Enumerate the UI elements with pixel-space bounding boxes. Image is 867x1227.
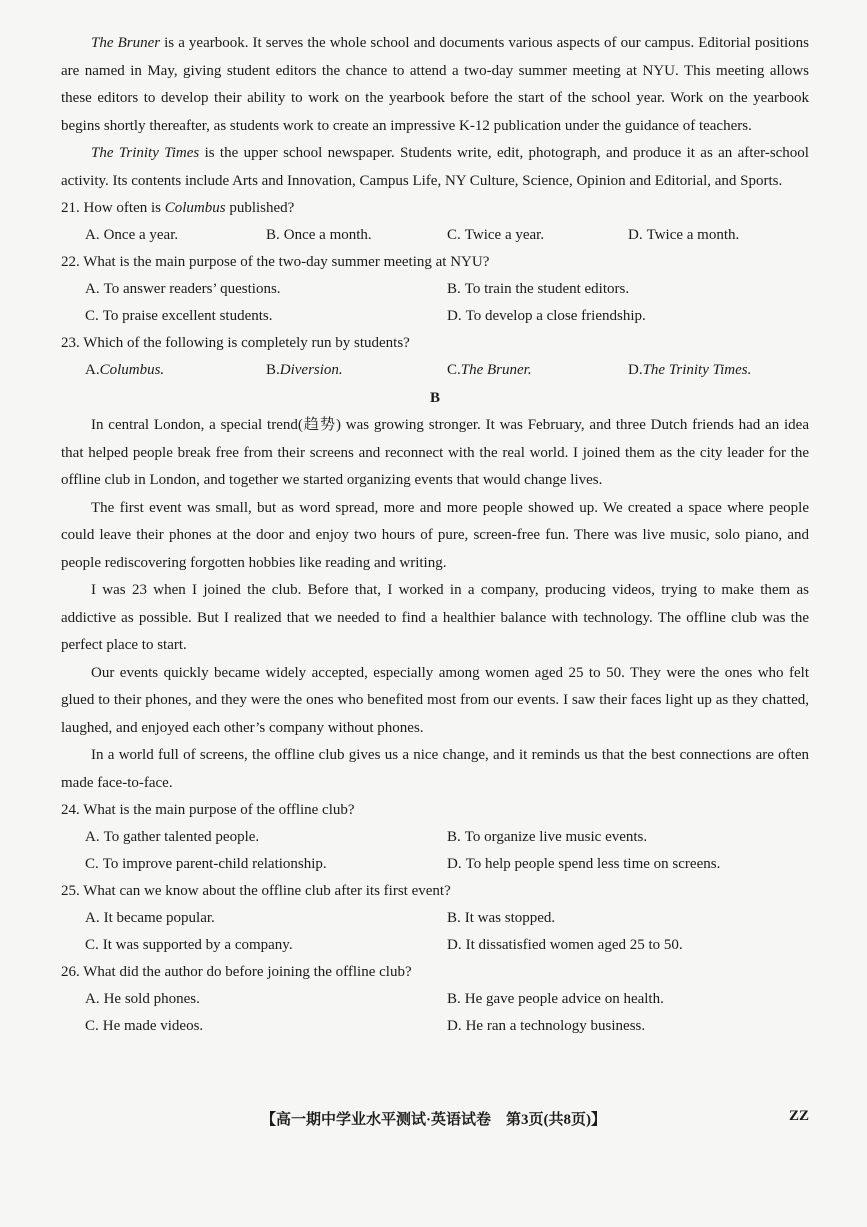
option-d[interactable]: D. It dissatisfied women aged 25 to 50. — [447, 937, 683, 953]
option-d[interactable]: D.The Trinity Times. — [628, 362, 752, 378]
passage-b-paragraph-4: Our events quickly became widely accepted, especially among women aged 25 to 50. They were the ones who felt glued to their phones, and they were the ones who benefited most from our events. I saw their faces light up as they chatted, laughed, and enjoyed each other’s company without phones. — [61, 664, 809, 736]
option-a[interactable]: A. To gather talented people. — [85, 829, 260, 845]
question-23: 23. Which of the following is completely run by students? — [61, 335, 410, 351]
question-25-options-row-2 — [61, 932, 809, 959]
passage-a-paragraph-1: The Bruner is a yearbook. It serves the whole school and documents various aspects of our campus. Editorial positions are named in May, giving student editors the chance to attend a two-day summer meeting at NYU. This meeting allows these editors to develop their ability to work on the yearbook before the start of the school year. Work on the yearbook begins shortly thereafter, as students work to create an impressive K-12 publication under the guidance of teachers. — [61, 35, 809, 134]
option-b[interactable]: B. Once a month. — [266, 227, 372, 243]
question-26-options-row-1 — [61, 986, 809, 1013]
section-b-heading: B — [429, 390, 440, 406]
question-22-options-row-1 — [61, 276, 809, 303]
question-25: 25. What can we know about the offline club after its first event? — [61, 883, 451, 899]
option-a[interactable]: A. He sold phones. — [85, 991, 200, 1007]
option-c[interactable]: C.The Bruner. — [447, 362, 532, 378]
option-b[interactable]: B. To train the student editors. — [447, 281, 630, 297]
question-21: 21. How often is Columbus published? — [61, 200, 295, 216]
option-a[interactable]: A. Once a year. — [85, 227, 179, 243]
question-25-options-row-1 — [61, 905, 809, 932]
option-b[interactable]: B. He gave people advice on health. — [447, 991, 664, 1007]
option-c[interactable]: C. He made videos. — [85, 1018, 204, 1034]
bruner-title: The Bruner — [91, 35, 161, 51]
question-22: 22. What is the main purpose of the two-day summer meeting at NYU? — [61, 254, 490, 270]
question-24: 24. What is the main purpose of the offline club? — [61, 802, 355, 818]
option-b[interactable]: B.Diversion. — [266, 362, 343, 378]
option-c[interactable]: C. It was supported by a company. — [85, 937, 293, 953]
question-21-options — [61, 222, 809, 249]
option-b[interactable]: B. To organize live music events. — [447, 829, 648, 845]
option-d[interactable]: D. To develop a close friendship. — [447, 308, 646, 324]
passage-a-paragraph-2: The Trinity Times is the upper school newspaper. Students write, edit, photograph, and produce it as an after-school activity. Its contents include Arts and Innovation, Campus Life, NY Culture, Science, Opinion and Editorial, and Sports. — [61, 145, 809, 189]
option-d[interactable]: D. He ran a technology business. — [447, 1018, 646, 1034]
option-c[interactable]: C. To praise excellent students. — [85, 308, 273, 324]
passage-b-paragraph-2: The first event was small, but as word spread, more and more people showed up. We created a space where people could leave their phones at the door and enjoy two hours of pure, screen-free fun. There was live music, solo piano, and people rediscovering forgotten hobbies like reading and writing. — [61, 499, 809, 571]
question-24-options-row-2 — [61, 851, 809, 878]
page-footer: 【高一期中学业水平测试·英语试卷 第3页(共8页)】 — [261, 1112, 606, 1128]
question-23-options — [61, 357, 809, 384]
passage-b-paragraph-5: In a world full of screens, the offline club gives us a nice change, and it reminds us that the best connections are often made face-to-face. — [61, 747, 809, 791]
question-26-options-row-2 — [61, 1013, 809, 1040]
trinity-times-title: The Trinity Times — [91, 145, 200, 161]
option-b[interactable]: B. It was stopped. — [447, 910, 556, 926]
option-a[interactable]: A. It became popular. — [85, 910, 215, 926]
question-22-options-row-2 — [61, 303, 809, 330]
question-24-options-row-1 — [61, 824, 809, 851]
passage-b-paragraph-3: I was 23 when I joined the club. Before that, I worked in a company, producing videos, trying to make them as addictive as possible. But I realized that we needed to find a healthier balance with technology. The offline club was the perfect place to start. — [61, 582, 809, 653]
passage-b-paragraph-1: In central London, a special trend(趋势) was growing stronger. It was February, and three Dutch friends had an idea that helped people break free from their screens and reconnect with the real world. I joined them as the city leader for the offline club in London, and together we started organizing events that would change lives. — [61, 417, 809, 488]
option-a[interactable]: A.Columbus. — [85, 362, 165, 378]
footer-code: ZZ — [788, 1108, 809, 1124]
question-26: 26. What did the author do before joining the offline club? — [61, 964, 412, 980]
option-a[interactable]: A. To answer readers’ questions. — [85, 281, 281, 297]
option-c[interactable]: C. To improve parent-child relationship. — [85, 856, 327, 872]
option-d[interactable]: D. Twice a month. — [628, 227, 740, 243]
option-d[interactable]: D. To help people spend less time on screens. — [447, 856, 721, 872]
option-c[interactable]: C. Twice a year. — [447, 227, 545, 243]
